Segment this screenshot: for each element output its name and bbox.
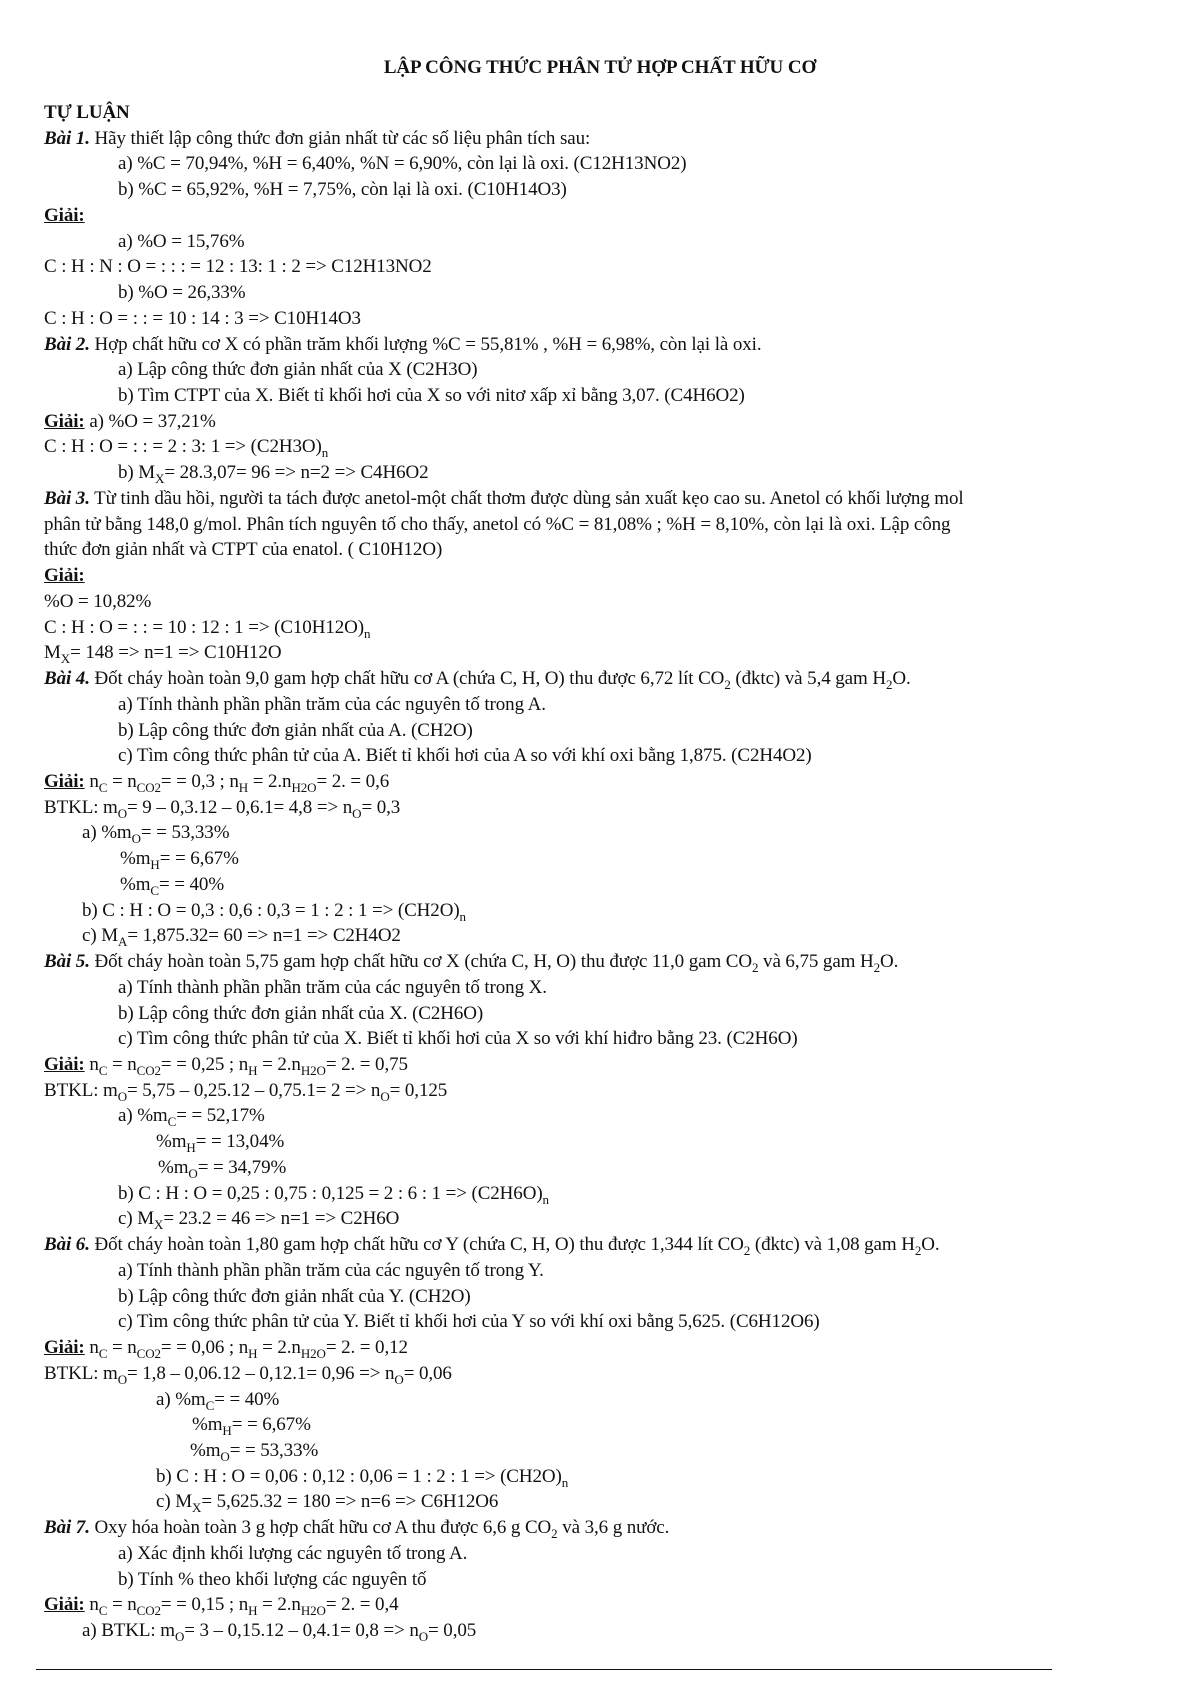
text-line: b) Tính % theo khối lượng các nguyên tố	[118, 1569, 427, 1590]
text-line: Giải: $n_C = n_{CO2}= = 0,15$ ; $n_H = 2.n_{H2O}= 2$. = 0,4	[44, 1594, 399, 1618]
solution-label: Giải:	[44, 1337, 85, 1358]
text-line: b) Lập công thức đơn giản nhất của Y. (CH2O)	[118, 1286, 471, 1307]
text-line: Bài 6. Đốt cháy hoàn toàn 1,80 gam hợp chất hữu cơ Y (chứa C, H, O) thu được 1,344 lít $CO_2$ (đktc) và 1,08 gam $H_2O$.	[44, 1234, 940, 1258]
text-line: thức đơn giản nhất và CTPT của enatol. ( C10H12O)	[44, 539, 443, 560]
subscript: CO2	[136, 1062, 161, 1078]
subscript: CO2	[136, 779, 161, 795]
text-line: BTKL: $m_O= 1,8 - 0,06.12 - 0,12.1= 0,96 => n_O= 0,06$	[44, 1363, 452, 1387]
text-line: a) %C = 70,94%, %H = 6,40%, %N = 6,90%, còn lại là oxi. (C12H13NO2)	[118, 153, 687, 174]
text-line: a) Tính thành phần phần trăm của các nguyên tố trong X.	[118, 977, 547, 998]
subscript: O	[117, 1088, 128, 1104]
subscript: H	[222, 1422, 232, 1438]
text-line: BTKL: $m_O= 9 - 0,3.12 - 0,6.1= 4,8 => n_O= 0,3$	[44, 797, 401, 821]
subscript: O	[352, 805, 362, 821]
text-line: b) Tìm CTPT của X. Biết tỉ khối hơi của X so với nitơ xấp xỉ bằng 3,07. (C4H6O2)	[118, 385, 745, 406]
subscript: H2O	[300, 1345, 326, 1361]
subscript: A	[118, 933, 128, 949]
text-line: b) C : H : O = 0,06 : 0,12 : 0,06 = 1 : 2 : $1 => (CH2O)_n$	[156, 1466, 569, 1490]
text-line: b) $M_X= 28.3,07= 96 => n=2 => C4H6O2$	[118, 462, 429, 486]
text-line: c) $M_X= 23.2 = 46 => n=1 => C2H6O$	[118, 1208, 400, 1232]
subscript: n	[561, 1474, 569, 1490]
text-line: c) $M_A= 1,875.32= 60 => n=1 => C2H4O2$	[82, 925, 401, 949]
subscript: C	[98, 1345, 108, 1361]
subscript: O	[131, 830, 141, 846]
subscript: n	[363, 625, 371, 641]
subscript: O	[220, 1448, 230, 1464]
subscript: n	[321, 444, 329, 460]
subscript: O	[380, 1088, 390, 1104]
subscript: O	[117, 805, 128, 821]
subscript: H	[186, 1139, 196, 1155]
text-line: a) Lập công thức đơn giản nhất của X (C2H3O)	[118, 359, 478, 380]
subscript: H2O	[300, 1062, 326, 1078]
text-line	[44, 564, 1160, 588]
subscript: O	[117, 1371, 128, 1387]
bottom-rule	[36, 1669, 1052, 1670]
text-line: Bài 1. Hãy thiết lập công thức đơn giản nhất từ các số liệu phân tích sau:	[44, 128, 591, 149]
subscript: H	[248, 1602, 258, 1618]
solution-label: Giải:	[44, 565, 85, 586]
page-title: LẬP CÔNG THỨC PHÂN TỬ HỢP CHẤT HỮU CƠ	[383, 57, 817, 78]
text-line: phân tử bằng 148,0 g/mol. Phân tích nguyên tố cho thấy, anetol có %C = 81,08% ; %H = 8,10%, còn lại là oxi. Lập công	[44, 514, 951, 535]
text-line: b) C : H : O = 0,3 : 0,6 : 0,3 = 1 : 2 : $1 => (CH2O)_n$	[82, 900, 466, 924]
text-line: C : H : O = : : = 10 : 14 : 3 => C10H14O3	[44, 308, 361, 329]
text-line: $\%m_O= = 53,33\%$	[190, 1440, 319, 1464]
subscript: C	[205, 1397, 215, 1413]
text-line	[44, 204, 1160, 228]
solution-label: Giải:	[44, 1594, 85, 1615]
text-line: Bài 5. Đốt cháy hoàn toàn 5,75 gam hợp chất hữu cơ X (chứa C, H, O) thu được 11,0 gam $CO_2$ và 6,75 gam $H_2O$.	[44, 951, 899, 975]
subscript: C	[150, 882, 159, 898]
text-line: $\%m_H= = 13,04\%$	[156, 1131, 285, 1155]
text-line: Giải: $n_C = n_{CO2}= = 0,3$ ; $n_H = 2.n_{H2O}= 2$. = 0,6	[44, 771, 390, 795]
text-line: BTKL: $m_O= 5,75 - 0,25.12 - 0,75.1= 2 => n_O= 0,125$	[44, 1080, 448, 1104]
solution-label: Giải:	[44, 771, 85, 792]
text-line: Giải: a) %O = 37,21%	[44, 411, 216, 432]
subscript: 2	[914, 1242, 922, 1258]
subscript: H	[248, 1345, 258, 1361]
text-line: b) %C = 65,92%, %H = 7,75%, còn lại là oxi. (C10H14O3)	[118, 179, 567, 200]
exercise-label: Bài 5.	[44, 951, 90, 972]
subscript: C	[98, 779, 108, 795]
subscript: O	[418, 1628, 429, 1644]
subscript: O	[188, 1165, 198, 1181]
text-line: a) Tính thành phần phần trăm của các nguyên tố trong A.	[118, 694, 546, 715]
subscript: 2	[724, 676, 731, 692]
text-line: Bài 4. Đốt cháy hoàn toàn 9,0 gam hợp chất hữu cơ A (chứa C, H, O) thu được 6,72 lít $CO_2$ (đktc) và 5,4 gam $H_2O$.	[44, 668, 911, 692]
text-line: C : H : O = : : = 10 : 12 : $1 => (C10H12O)_n$	[44, 617, 371, 641]
text-line: a) BTKL: $m_O= 3 - 0,15.12 - 0,4.1= 0,8 => n_O= 0,05$	[82, 1620, 477, 1644]
text-line: b) Lập công thức đơn giản nhất của A. (CH2O)	[118, 720, 473, 741]
text-line: a) $\%m_O= = 53,33\%$	[82, 822, 230, 846]
exercise-label: Bài 7.	[44, 1517, 90, 1538]
subscript: n	[459, 908, 466, 924]
subscript: H2O	[300, 1602, 326, 1618]
subscript: C	[98, 1602, 108, 1618]
solution-label: Giải:	[44, 411, 85, 432]
subscript: O	[394, 1371, 404, 1387]
subscript: H	[248, 1062, 258, 1078]
solution-label: Giải:	[44, 1054, 85, 1075]
text-line: Giải: $n_C = n_{CO2}= = 0,06$ ; $n_H = 2.n_{H2O}= 2$. = 0,12	[44, 1337, 408, 1361]
subscript: X	[155, 470, 165, 486]
text-line: Giải: $n_C = n_{CO2}= = 0,25$ ; $n_H = 2.n_{H2O}= 2$. = 0,75	[44, 1054, 408, 1078]
text-line: a) $\%m_C= = 40\%$	[156, 1389, 280, 1413]
text-line: c) Tìm công thức phân tử của Y. Biết tỉ khối hơi của Y so với khí oxi bằng 5,625. (C6H12O6)	[118, 1311, 820, 1332]
text-line: Bài 3. Từ tinh dầu hồi, người ta tách được anetol-một chất thơm được dùng sản xuất kẹo cao su. Anetol có khối lượng mol	[44, 488, 964, 509]
subscript: H	[238, 779, 249, 795]
exercise-label: Bài 1.	[44, 128, 90, 149]
text-line: b) C : H : O = 0,25 : 0,75 : 0,125 = 2 : 6 : $1 => (C2H6O)_n$	[118, 1183, 549, 1207]
subscript: 2	[551, 1525, 558, 1541]
text-line: Bài 7. Oxy hóa hoàn toàn 3 g hợp chất hữu cơ A thu được 6,6 g $CO_2$ và 3,6 g nước.	[44, 1517, 670, 1541]
text-line	[44, 101, 1160, 125]
subscript: CO2	[136, 1602, 161, 1618]
text-line: $\%m_O= = 34,79\%$	[158, 1157, 287, 1181]
text-line: a) Tính thành phần phần trăm của các nguyên tố trong Y.	[118, 1260, 544, 1281]
subscript: n	[542, 1191, 549, 1207]
text-line: %O = 10,82%	[44, 591, 152, 612]
exercise-label: Bài 6.	[44, 1234, 90, 1255]
text-line: C : H : N : O = : : : = 12 : 13: 1 : 2 => C12H13NO2	[44, 256, 432, 277]
text-line: c) Tìm công thức phân tử của X. Biết tỉ khối hơi của X so với khí hiđro bằng 23. (C2H6O)	[118, 1028, 798, 1049]
subscript: H	[150, 856, 160, 872]
subscript: 2	[751, 959, 759, 975]
subscript: 2	[873, 959, 881, 975]
text-line: c) Tìm công thức phân tử của A. Biết tỉ khối hơi của A so với khí oxi bằng 1,875. (C2H4O2)	[118, 745, 812, 766]
exercise-label: Bài 2.	[44, 334, 90, 355]
text-line: b) Lập công thức đơn giản nhất của X. (C2H6O)	[118, 1003, 484, 1024]
text-line: b) %O = 26,33%	[118, 282, 246, 303]
subscript: 2	[743, 1242, 751, 1258]
text-line: $\%m_H= = 6,67\%$	[192, 1414, 311, 1438]
exercise-label: Bài 3.	[44, 488, 90, 509]
subscript: C	[98, 1062, 108, 1078]
text-line: a) %O = 15,76%	[118, 231, 245, 252]
subscript: X	[192, 1499, 202, 1515]
text-line: $M_X= 148 => n=1 => C10H12O$	[44, 642, 282, 666]
subscript: X	[60, 650, 71, 666]
subscript: C	[167, 1113, 177, 1129]
text-line: a) Xác định khối lượng các nguyên tố trong A.	[118, 1543, 468, 1564]
subscript: H2O	[291, 779, 317, 795]
subscript: X	[154, 1216, 164, 1232]
text-line: a) $\%m_C= = 52,17\%$	[118, 1105, 265, 1129]
text-line: C : H : O = : : = 2 : 3: $1 => (C2H3O)_n$	[44, 436, 329, 460]
text-line: Bài 2. Hợp chất hữu cơ X có phần trăm khối lượng %C = 55,81% , %H = 6,98%, còn lại là oxi.	[44, 334, 762, 355]
text-line: c) $M_X= 5,625.32 = 180 => n=6 => C6H12O6$	[156, 1491, 499, 1515]
subscript: O	[174, 1628, 185, 1644]
solution-label: Giải:	[44, 205, 85, 226]
subscript: 2	[885, 676, 893, 692]
text-line: $\%m_C= = 40\%$	[120, 874, 225, 898]
subscript: CO2	[136, 1345, 161, 1361]
exercise-label: Bài 4.	[44, 668, 90, 689]
text-line: $\%m_H= = 6,67\%$	[120, 848, 239, 872]
section-heading: TỰ LUẬN	[44, 102, 130, 123]
